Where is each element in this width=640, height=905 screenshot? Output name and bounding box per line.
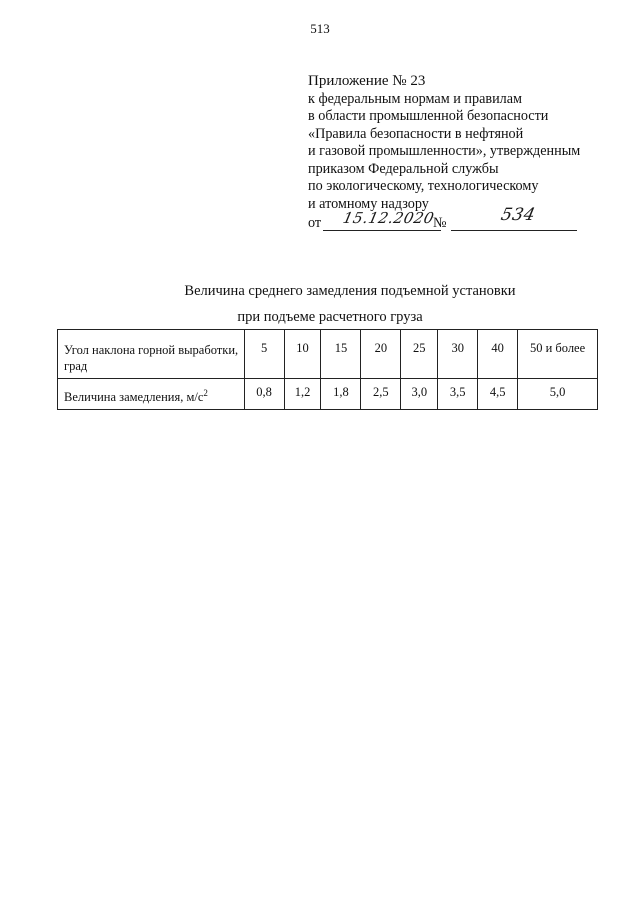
angle-cell: 50 и более bbox=[518, 330, 598, 379]
angle-cell: 10 bbox=[284, 330, 321, 379]
appendix-block bbox=[308, 73, 580, 233]
number-blank bbox=[451, 205, 577, 231]
angle-cell: 15 bbox=[321, 330, 361, 379]
table-row bbox=[58, 330, 598, 379]
appendix-line: к федеральным нормам и правилам bbox=[308, 90, 523, 107]
deceleration-table bbox=[57, 329, 598, 410]
appendix-line: в области промышленной безопасности bbox=[308, 108, 549, 124]
appendix-line: и атомному надзору bbox=[308, 195, 429, 212]
row-header-deceleration bbox=[58, 379, 245, 410]
appendix-title: Приложение № 23 bbox=[308, 73, 426, 89]
row-header-angle: Угол наклона горной выработки, град bbox=[58, 330, 245, 379]
date-number-line bbox=[308, 205, 580, 233]
appendix-line: приказом Федеральной службы bbox=[308, 160, 499, 177]
date-prefix: от bbox=[308, 215, 322, 231]
deceleration-cell: 3,0 bbox=[401, 379, 438, 410]
deceleration-cell: 1,8 bbox=[321, 379, 361, 410]
appendix-line: и газовой промышленности», утвержденным bbox=[308, 143, 581, 159]
document-title-line-2: при подъеме расчетного груза bbox=[237, 309, 423, 325]
number-prefix: № bbox=[433, 215, 447, 231]
handwritten-date: 15.12.2020 bbox=[341, 209, 436, 227]
date-blank bbox=[323, 209, 441, 231]
deceleration-cell: 2,5 bbox=[361, 379, 401, 410]
deceleration-cell: 1,2 bbox=[284, 379, 321, 410]
angle-cell: 40 bbox=[478, 330, 518, 379]
deceleration-label: Величина замедления, м/с bbox=[64, 390, 204, 405]
document-title-line-1: Величина среднего замедления подъемной установки bbox=[184, 283, 516, 299]
deceleration-cell: 0,8 bbox=[244, 379, 284, 410]
page-number: 513 bbox=[310, 21, 330, 36]
table-row bbox=[58, 379, 598, 410]
appendix-line: по экологическому, технологическому bbox=[308, 178, 539, 194]
deceleration-unit-exponent: 2 bbox=[203, 388, 208, 398]
angle-cell: 30 bbox=[438, 330, 478, 379]
angle-cell: 5 bbox=[244, 330, 284, 379]
deceleration-cell: 3,5 bbox=[438, 379, 478, 410]
angle-cell: 20 bbox=[361, 330, 401, 379]
appendix-line: «Правила безопасности в нефтяной bbox=[308, 125, 524, 142]
handwritten-number: 534 bbox=[499, 205, 538, 225]
angle-cell: 25 bbox=[401, 330, 438, 379]
deceleration-cell: 5,0 bbox=[518, 379, 598, 410]
deceleration-cell: 4,5 bbox=[478, 379, 518, 410]
